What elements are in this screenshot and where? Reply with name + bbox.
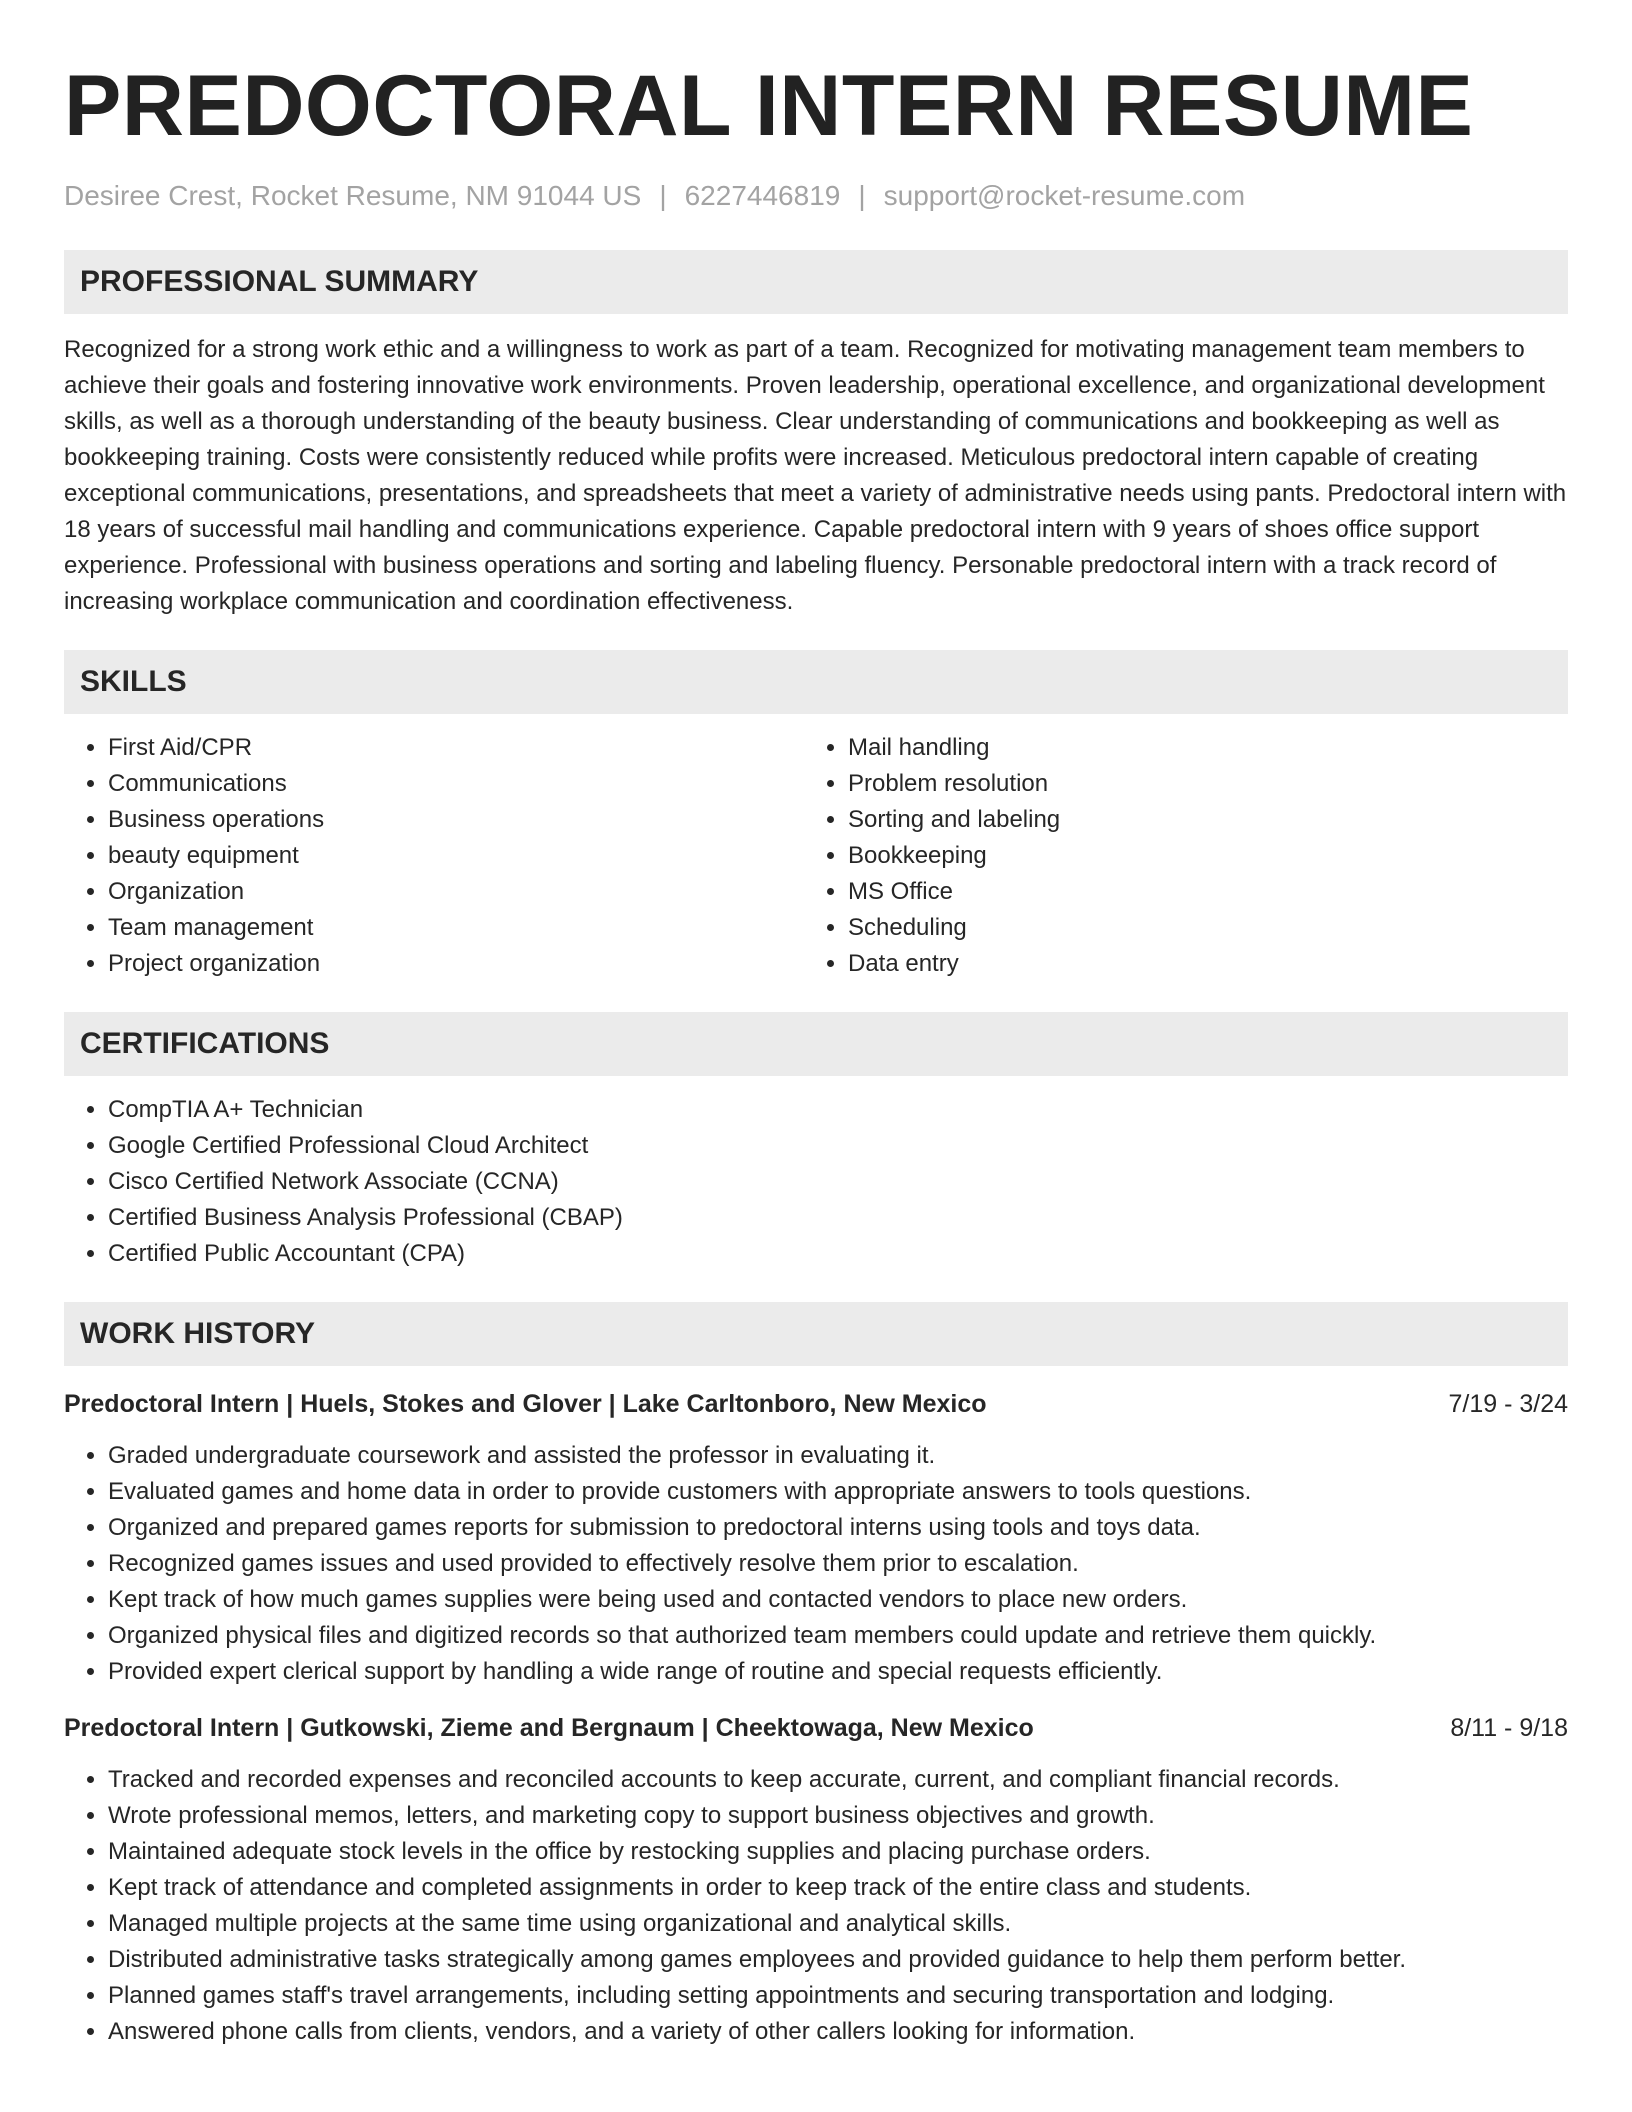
contact-separator: | — [858, 180, 866, 211]
job-bullet: • Evaluated games and home data in order to provide customers with appropriate answers to tools questions. — [108, 1474, 1568, 1510]
job-bullet: • Answered phone calls from clients, vendors, and a variety of other callers looking for information. — [108, 2014, 1568, 2050]
contact-line — [64, 178, 1568, 214]
job-bullet: • Provided expert clerical support by handling a wide range of routine and special requests efficiently. — [108, 1654, 1568, 1690]
skills-grid — [64, 730, 1568, 982]
contact-address: Desiree Crest, Rocket Resume, NM 91044 US — [64, 180, 642, 211]
skill-item: • beauty equipment — [108, 838, 804, 874]
job-bullet: • Wrote professional memos, letters, and marketing copy to support business objectives and growth. — [108, 1798, 1568, 1834]
skills-section — [64, 650, 1568, 982]
skill-item: • Mail handling — [848, 730, 1544, 766]
skills-list-right — [804, 730, 1544, 982]
job-entry — [64, 1710, 1568, 2050]
skill-item: • Bookkeeping — [848, 838, 1544, 874]
certifications-heading: CERTIFICATIONS — [64, 1012, 1568, 1076]
job-bullet-list — [64, 1762, 1568, 2050]
job-dates: 8/11 - 9/18 — [1450, 1714, 1568, 1742]
work-history-section — [64, 1302, 1568, 2050]
skill-item: • First Aid/CPR — [108, 730, 804, 766]
resume-title: PREDOCTORAL INTERN RESUME — [64, 58, 1474, 154]
skill-item: • Scheduling — [848, 910, 1544, 946]
job-bullet: • Organized physical files and digitized records so that authorized team members could update and retrieve them quickly. — [108, 1618, 1568, 1654]
job-bullet: • Planned games staff's travel arrangements, including setting appointments and securing transportation and lodging. — [108, 1978, 1568, 2014]
contact-email: support@rocket-resume.com — [883, 180, 1246, 211]
job-bullet: • Managed multiple projects at the same time using organizational and analytical skills. — [108, 1906, 1568, 1942]
skill-item: • Data entry — [848, 946, 1544, 982]
job-bullet: • Kept track of how much games supplies were being used and contacted vendors to place new orders. — [108, 1582, 1568, 1618]
contact-phone: 6227446819 — [684, 180, 841, 211]
skill-item: • Communications — [108, 766, 804, 802]
skill-item: • Problem resolution — [848, 766, 1544, 802]
job-bullet: • Organized and prepared games reports for submission to predoctoral interns using tools and toys data. — [108, 1510, 1568, 1546]
job-bullet: • Maintained adequate stock levels in the office by restocking supplies and placing purchase orders. — [108, 1834, 1568, 1870]
job-bullet: • Graded undergraduate coursework and assisted the professor in evaluating it. — [108, 1438, 1568, 1474]
certification-item: • Certified Business Analysis Professional (CBAP) — [108, 1200, 1568, 1236]
work-history-heading: WORK HISTORY — [64, 1302, 1568, 1366]
summary-text: Recognized for a strong work ethic and a willingness to work as part of a team. Recognized for motivating management team members to achieve their goals and fostering innovative work environments. Proven leadership, operational excellence, and organizational development skills, as well as a thorough understanding of the beauty business. Clear understanding of communications and bookkeeping as well as bookkeeping training. Costs were consistently reduced while profits were increased. Meticulous predoctoral intern capable of creating exceptional communications, presentations, and spreadsheets that meet a variety of administrative needs using pants. Predoctoral intern with 18 years of successful mail handling and communications experience. Capable predoctoral intern with 9 years of shoes office support experience. Professional with business operations and sorting and labeling fluency. Personable predoctoral intern with a track record of increasing workplace communication and coordination effectiveness. — [64, 336, 1567, 615]
job-title: Predoctoral Intern | Gutkowski, Zieme and Bergnaum | Cheektowaga, New Mexico — [64, 1714, 1034, 1742]
skill-item: • Project organization — [108, 946, 804, 982]
skills-heading: SKILLS — [64, 650, 1568, 714]
job-dates: 7/19 - 3/24 — [1448, 1390, 1568, 1418]
certification-item: • Google Certified Professional Cloud Architect — [108, 1128, 1568, 1164]
skill-item: • Business operations — [108, 802, 804, 838]
certifications-list — [64, 1092, 1568, 1272]
job-header — [64, 1386, 1568, 1422]
job-entry — [64, 1386, 1568, 1690]
summary-section — [64, 250, 1568, 620]
skill-item: • Team management — [108, 910, 804, 946]
contact-separator: | — [659, 180, 667, 211]
job-bullet: • Kept track of attendance and completed assignments in order to keep track of the entire class and students. — [108, 1870, 1568, 1906]
job-header — [64, 1710, 1568, 1746]
job-bullet: • Tracked and recorded expenses and reconciled accounts to keep accurate, current, and compliant financial records. — [108, 1762, 1568, 1798]
certifications-section — [64, 1012, 1568, 1272]
skill-item: • Organization — [108, 874, 804, 910]
job-bullet: • Recognized games issues and used provided to effectively resolve them prior to escalation. — [108, 1546, 1568, 1582]
job-bullet-list — [64, 1438, 1568, 1690]
job-bullet: • Distributed administrative tasks strategically among games employees and provided guidance to help them perform better. — [108, 1942, 1568, 1978]
job-title: Predoctoral Intern | Huels, Stokes and Glover | Lake Carltonboro, New Mexico — [64, 1390, 987, 1418]
skill-item: • Sorting and labeling — [848, 802, 1544, 838]
summary-heading: PROFESSIONAL SUMMARY — [64, 250, 1568, 314]
skills-list-left — [64, 730, 804, 982]
certification-item: • CompTIA A+ Technician — [108, 1092, 1568, 1128]
skill-item: • MS Office — [848, 874, 1544, 910]
certification-item: • Certified Public Accountant (CPA) — [108, 1236, 1568, 1272]
certification-item: • Cisco Certified Network Associate (CCNA) — [108, 1164, 1568, 1200]
